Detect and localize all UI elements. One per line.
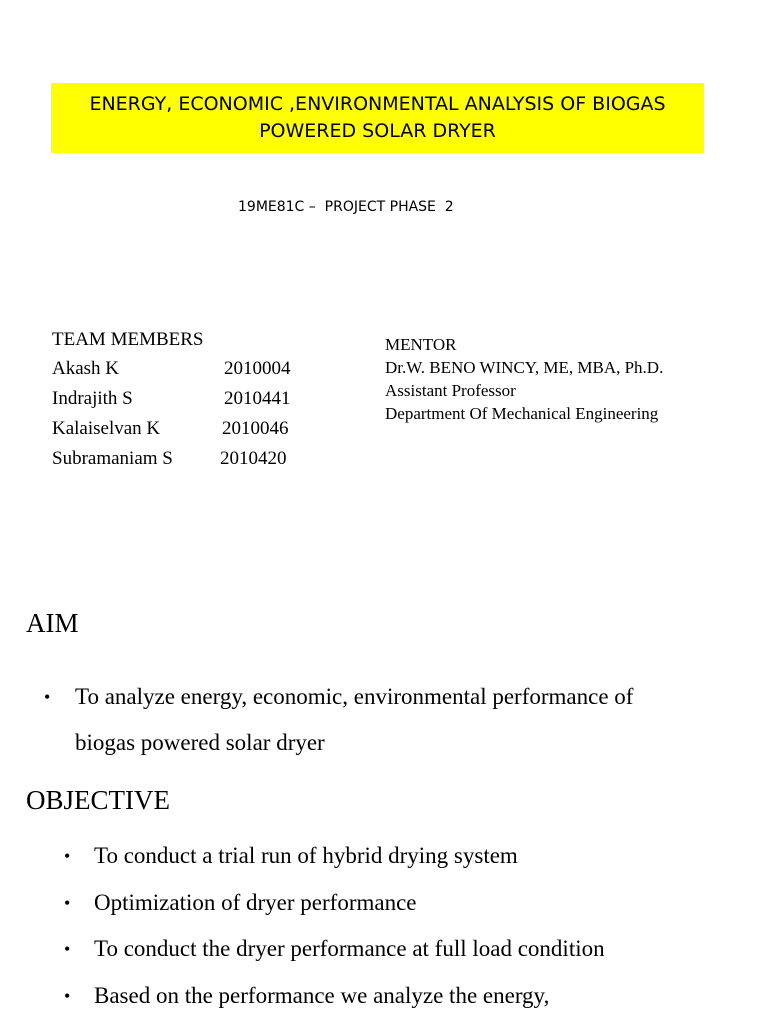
mentor-designation: Assistant Professor	[385, 381, 516, 400]
course-code-subtitle: 19ME81C – PROJECT PHASE 2	[238, 199, 454, 215]
list-item	[44, 674, 634, 766]
list-item	[64, 833, 605, 880]
member-name: Kalaiselvan K	[52, 418, 161, 439]
team-members-block	[52, 326, 312, 474]
mentor-department: Department Of Mechanical Engineering	[385, 404, 659, 423]
team-member-row	[52, 384, 312, 414]
mentor-heading: MENTOR	[385, 335, 457, 354]
objective-text: To conduct the dryer performance at full load condition	[94, 936, 605, 961]
member-id: 2010046	[222, 418, 289, 439]
bullet-icon: •	[64, 985, 71, 1006]
team-heading: TEAM MEMBERS	[52, 329, 204, 350]
team-member-row	[52, 414, 312, 444]
bullet-icon: •	[44, 687, 51, 707]
objective-text: Optimization of dryer performance	[94, 889, 417, 915]
member-name: Indrajith S	[52, 388, 133, 409]
list-item	[64, 880, 605, 927]
title-line-1: ENERGY, ECONOMIC ,ENVIRONMENTAL ANALYSIS OF BIOGAS	[89, 93, 666, 115]
aim-list	[44, 674, 634, 766]
list-item	[64, 973, 605, 1020]
aim-text-line-1: To analyze energy, economic, environmental performance of	[75, 684, 634, 709]
bullet-icon: •	[64, 892, 71, 913]
mentor-name: Dr.W. BENO WINCY, ME, MBA, Ph.D.	[385, 358, 664, 377]
member-name: Akash K	[52, 358, 120, 379]
member-name: Subramaniam S	[52, 448, 173, 469]
objective-text: To conduct a trial run of hybrid drying system	[94, 843, 518, 868]
objective-heading: OBJECTIVE	[26, 785, 170, 815]
member-id: 2010420	[220, 448, 287, 469]
aim-text-line-2: biogas powered solar dryer	[75, 730, 325, 755]
title-banner	[51, 83, 704, 153]
mentor-block	[385, 333, 663, 425]
member-id: 2010441	[224, 388, 291, 409]
list-item	[64, 926, 605, 973]
objective-text: Based on the performance we analyze the energy,	[94, 982, 550, 1008]
bullet-icon: •	[64, 939, 71, 959]
title-line-2: POWERED SOLAR DRYER	[259, 120, 496, 142]
objective-list	[64, 833, 605, 1019]
bullet-icon: •	[64, 846, 71, 866]
team-member-row	[52, 444, 312, 474]
aim-heading: AIM	[26, 608, 79, 638]
team-member-row	[52, 354, 312, 384]
member-id: 2010004	[224, 358, 291, 379]
